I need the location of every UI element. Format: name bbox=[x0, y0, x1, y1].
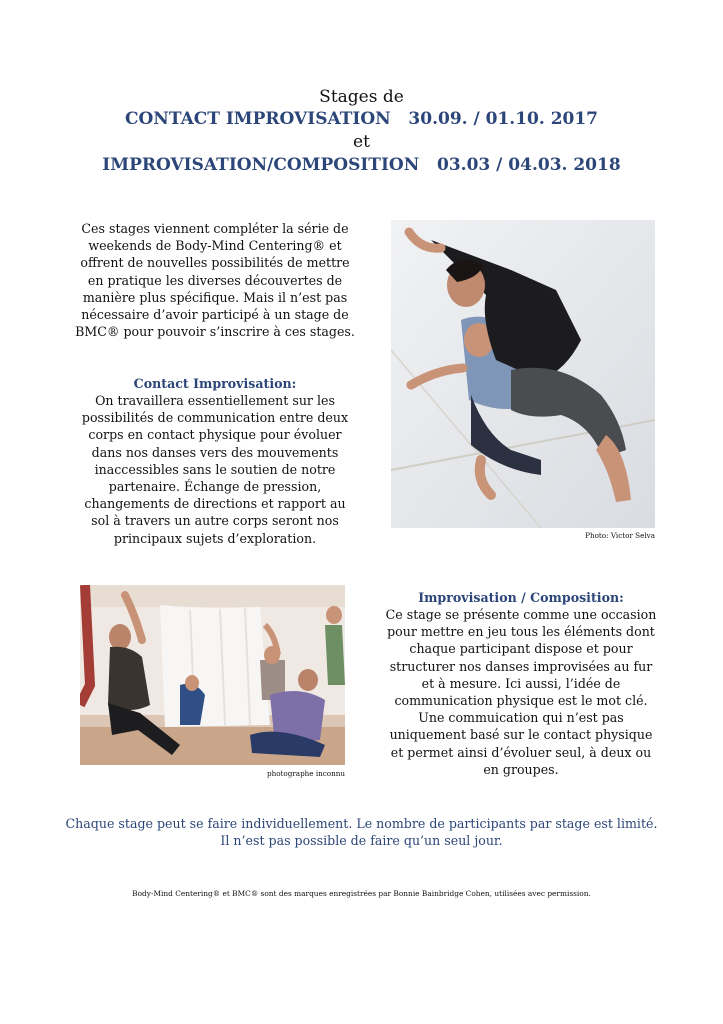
participation-notice bbox=[20, 815, 703, 849]
intro-line: nécessaire d’avoir participé à un stage de bbox=[81, 307, 349, 323]
header-contact-improvisation-dates: CONTACT IMPROVISATION 30.09. / 01.10. 2017 bbox=[124, 109, 599, 129]
header-line-et: et bbox=[353, 132, 370, 152]
composition-line: et permet ainsi d’évoluer seul, à deux ou bbox=[390, 744, 652, 760]
improvisation-composition-heading: Improvisation / Composition: bbox=[418, 590, 624, 605]
contact-line: changements de directions et rapport au bbox=[84, 496, 346, 512]
contact-line: sol à travers un autre corps seront nos bbox=[91, 513, 339, 529]
contact-improvisation-photo bbox=[391, 220, 655, 528]
intro-line: en pratique les diverses découvertes de bbox=[87, 272, 343, 288]
header-improvisation-composition-dates: IMPROVISATION/COMPOSITION 03.03 / 04.03. 2018 bbox=[102, 155, 621, 175]
contact-line: possibilités de communication entre deux bbox=[81, 410, 349, 426]
photo2-caption: photographe inconnu bbox=[266, 769, 345, 778]
header-line-stages-de: Stages de bbox=[319, 87, 404, 107]
composition-line: pour mettre en jeu tous les éléments dont bbox=[387, 624, 655, 640]
notice-line: Il n’est pas possible de faire qu’un seul jour. bbox=[220, 833, 503, 848]
intro-line: offrent de nouvelles possibilités de mettre bbox=[80, 255, 350, 271]
photo1-caption: Photo: Victor Selva bbox=[585, 531, 655, 540]
composition-line: structurer nos danses improvisées au fur bbox=[389, 658, 653, 674]
improvisation-composition-paragraph bbox=[376, 606, 666, 778]
contact-line: inaccessibles sans le soutien de notre bbox=[94, 461, 336, 477]
contact-line: On travaillera essentiellement sur les bbox=[95, 393, 335, 408]
intro-line: Ces stages viennent compléter la série de bbox=[81, 221, 349, 236]
intro-line: weekends de Body-Mind Centering® et bbox=[88, 238, 342, 254]
intro-paragraph bbox=[70, 220, 360, 340]
contact-line: principaux sujets d’exploration. bbox=[113, 530, 317, 546]
composition-line: Ce stage se présente comme une occasion bbox=[385, 607, 657, 622]
contact-line: dans nos danses vers des mouvements bbox=[91, 444, 339, 460]
contact-line: partenaire. Échange de pression, bbox=[108, 479, 322, 495]
intro-line: manière plus spécifique. Mais il n’est pas bbox=[82, 289, 348, 305]
improvisation-composition-photo bbox=[80, 585, 345, 765]
contact-line: corps en contact physique pour évoluer bbox=[88, 427, 342, 443]
composition-line: Une commuication qui n’est pas bbox=[418, 710, 624, 726]
contact-improvisation-heading: Contact Improvisation: bbox=[133, 376, 297, 391]
trademark-footer: Body-Mind Centering® et BMC® sont des marques enregistrées par Bonnie Bainbridge Cohen, utilisées avec permission. bbox=[132, 889, 591, 898]
composition-line: et à mesure. Ici aussi, l’idée de bbox=[421, 675, 621, 691]
composition-line: en groupes. bbox=[483, 761, 559, 777]
composition-line: uniquement basé sur le contact physique bbox=[389, 727, 653, 743]
composition-line: communication physique est le mot clé. bbox=[394, 693, 648, 709]
notice-line: Chaque stage peut se faire individuellement. Le nombre de participants par stage est limité. bbox=[65, 816, 658, 831]
composition-line: chaque participant dispose et pour bbox=[409, 641, 633, 657]
intro-line: BMC® pour pouvoir s’inscrire à ces stages. bbox=[75, 324, 355, 340]
contact-improvisation-paragraph bbox=[70, 392, 360, 547]
